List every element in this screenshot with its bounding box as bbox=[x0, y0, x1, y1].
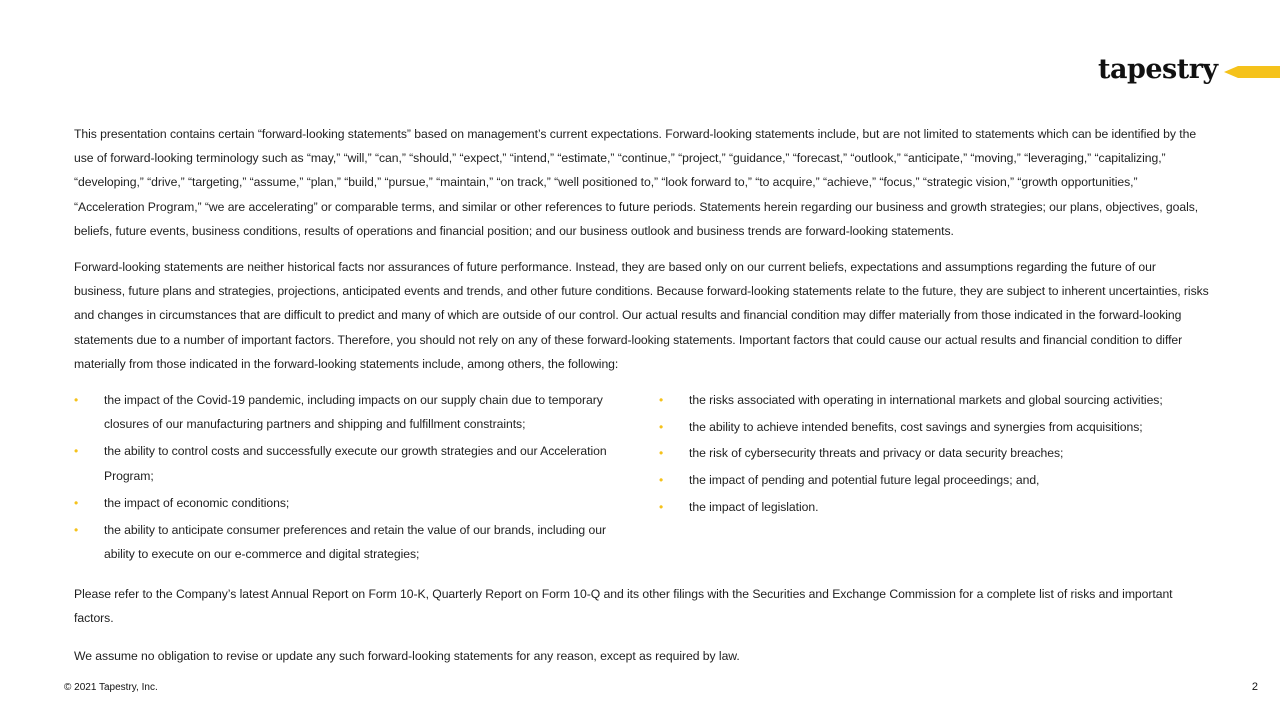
list-item bbox=[74, 439, 619, 487]
bullet-text: the ability to anticipate consumer preferences and retain the value of our brands, including our ability to execute on our e-commerce and digital strategies; bbox=[104, 523, 606, 562]
brand-logo bbox=[1098, 52, 1280, 92]
list-item bbox=[659, 415, 1219, 439]
list-item bbox=[74, 518, 619, 566]
bullet-icon: • bbox=[74, 393, 79, 407]
list-item bbox=[659, 388, 1219, 412]
page-number: 2 bbox=[1251, 681, 1258, 693]
list-item bbox=[659, 441, 1219, 465]
list-item bbox=[659, 468, 1219, 492]
bullet-list-right bbox=[659, 388, 1219, 522]
bullet-icon: • bbox=[659, 473, 664, 488]
bullet-text: the ability to achieve intended benefits, cost savings and synergies from acquisitions; bbox=[689, 419, 1143, 434]
bullet-icon: • bbox=[74, 495, 79, 510]
paragraph-obligation: We assume no obligation to revise or update any such forward-looking statements for any reason, except as required by law. bbox=[74, 649, 740, 663]
paragraph-intro: This presentation contains certain “forward-looking statements” based on management’s current expectations. Forward-looking statements include, but are not limited to statements which can be identified by the use of forward-looking terminology such as “may,” “will,” “can,” “should,” “expect,” “intend,” “estimate,” “continue,” “project,” “guidance,” “forecast,” “outlook,” “anticipate,” “moving,” “leveraging,” “capitalizing,” “developing,” “drive,” “targeting,” “assume,” “plan,” “build,” “pursue,” “maintain,” “on track,” “well positioned to,” “look forward to,” “to acquire,” “achieve,” “focus,” “strategic vision,” “growth opportunities,” “Acceleration Program,” “we are accelerating” or comparable terms, and similar or other references to future periods. Statements herein regarding our business and growth strategies; our plans, objectives, goals, beliefs, future events, business conditions, results of operations and financial position; and our business outlook and business trends are forward-looking statements. bbox=[74, 127, 1199, 238]
paragraph-refer: Please refer to the Company’s latest Annual Report on Form 10-K, Quarterly Report on Form 10-Q and its other filings with the Securities and Exchange Commission for a complete list of risks and important factors. bbox=[74, 587, 1173, 626]
list-item bbox=[74, 491, 619, 515]
bullet-text: the ability to control costs and successfully execute our growth strategies and our Acceleration Program; bbox=[104, 444, 607, 483]
bullet-text: the impact of legislation. bbox=[689, 499, 819, 514]
bullet-icon: • bbox=[659, 419, 664, 434]
bullet-text: the impact of pending and potential future legal proceedings; and, bbox=[689, 473, 1040, 488]
bullet-icon: • bbox=[659, 393, 664, 407]
logo-arrow-icon bbox=[1224, 66, 1280, 78]
bullet-text: the risk of cybersecurity threats and privacy or data security breaches; bbox=[689, 446, 1064, 461]
copyright-notice: © 2021 Tapestry, Inc. bbox=[64, 682, 158, 693]
list-item bbox=[659, 495, 1219, 519]
bullet-icon: • bbox=[74, 444, 79, 459]
bullet-text: the impact of the Covid-19 pandemic, including impacts on our supply chain due to temporary closures of our manufacturing partners and shipping and fulfillment constraints; bbox=[104, 393, 603, 432]
bullet-list-left bbox=[74, 388, 619, 569]
bullet-text: the risks associated with operating in international markets and global sourcing activities; bbox=[689, 393, 1163, 407]
logo-wordmark: tapestry bbox=[1098, 54, 1218, 85]
bullet-icon: • bbox=[74, 523, 79, 538]
paragraph-second: Forward-looking statements are neither historical facts nor assurances of future performance. Instead, they are based only on our current beliefs, expectations and assumptions regarding the future of our business, future plans and strategies, projections, anticipated events and trends, and other future conditions. Because forward-looking statements relate to the future, they are subject to inherent uncertainties, risks and changes in circumstances that are difficult to predict and many of which are outside of our control. Our actual results and financial condition may differ materially from those indicated in the forward-looking statements due to a number of important factors. Therefore, you should not rely on any of these forward-looking statements. Important factors that could cause our actual results and financial condition to differ materially from those indicated in the forward-looking statements include, among others, the following: bbox=[74, 260, 1209, 371]
list-item bbox=[74, 388, 619, 436]
bullet-text: the impact of economic conditions; bbox=[104, 495, 290, 510]
bullet-icon: • bbox=[659, 499, 664, 514]
bullet-icon: • bbox=[659, 446, 664, 461]
